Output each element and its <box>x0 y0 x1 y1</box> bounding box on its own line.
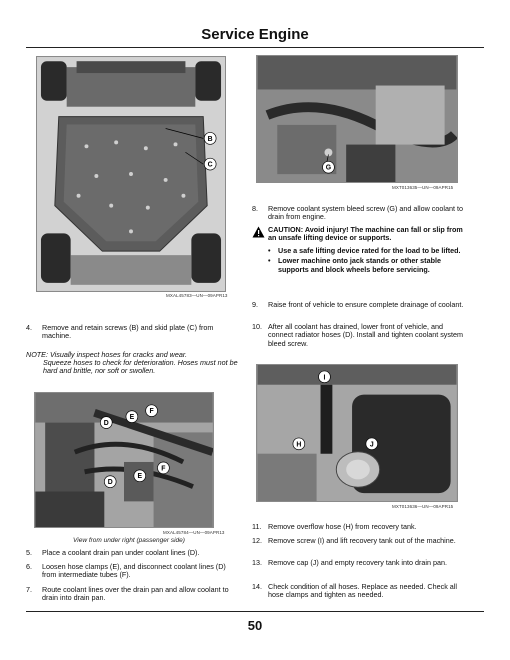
step-8 <box>252 205 467 222</box>
callout-f-1 <box>146 405 158 417</box>
skid-plate-illustration <box>37 57 225 291</box>
svg-text:H: H <box>296 441 302 449</box>
footer-rule <box>26 611 484 612</box>
bleed-screw-illustration <box>257 56 457 182</box>
step-text: Loosen hose clamps (E), and disconnect coolant lines (D) from intermediate tubes (F). <box>42 562 226 580</box>
step-4 <box>26 324 236 341</box>
svg-text:G: G <box>325 164 332 172</box>
step-text: Remove overflow hose (H) from recovery tank. <box>268 522 417 531</box>
step-13 <box>252 559 467 567</box>
step-text: Remove coolant system bleed screw (G) and allow coolant to drain from engine. <box>268 204 463 222</box>
callout-d-2 <box>104 476 116 488</box>
note-body: Squeeze hoses to check for deterioration. Hoses must not be hard and brittle, nor soft or swollen. <box>43 358 238 376</box>
step-number: 4. <box>26 323 32 332</box>
step-number: 9. <box>252 300 258 309</box>
step-number: 12. <box>252 536 262 545</box>
step-14 <box>252 583 467 600</box>
svg-text:F: F <box>161 465 166 473</box>
svg-text:B: B <box>207 135 213 143</box>
step-12 <box>252 537 467 545</box>
caution-block <box>252 226 467 243</box>
step-number: 10. <box>252 322 262 331</box>
list-item: • Use a safe lifting device rated for the load to be lifted. <box>268 246 461 255</box>
svg-text:D: D <box>103 420 109 428</box>
note-first-line: Visually inspect hoses for cracks and wear. <box>49 350 187 359</box>
callout-j <box>366 438 378 450</box>
step-number: 8. <box>252 204 258 213</box>
step-text: Route coolant lines over the drain pan and allow coolant to drain into drain pan. <box>42 585 229 603</box>
callout-f-2 <box>158 462 170 474</box>
step-number: 5. <box>26 548 32 557</box>
callout-c <box>204 158 216 170</box>
step-text: Remove screw (I) and lift recovery tank out of the machine. <box>268 536 456 545</box>
step-text: Check condition of all hoses. Replace as needed. Check all hose clamps and tighten as needed. <box>268 582 457 600</box>
figure-bleed-screw <box>256 55 458 183</box>
svg-text:E: E <box>129 414 135 422</box>
note-label: NOTE: <box>26 350 48 359</box>
figure-skid-plate <box>36 56 226 292</box>
step-9 <box>252 301 467 309</box>
step-number: 14. <box>252 582 262 591</box>
callout-b <box>204 132 216 144</box>
callout-e-1 <box>126 411 138 423</box>
step-11 <box>252 523 467 531</box>
step-text: Place a coolant drain pan under coolant lines (D). <box>42 548 200 557</box>
bullet-text: Lower machine onto jack stands or other stable supports and block wheels before servicing. <box>278 256 441 274</box>
hoses-illustration <box>35 393 213 527</box>
page-number: 50 <box>247 618 263 633</box>
svg-text:E: E <box>137 473 143 481</box>
figure-hoses-under <box>34 392 214 528</box>
recovery-tank-illustration <box>257 365 457 501</box>
step-number: 6. <box>26 562 32 571</box>
step-number: 11. <box>252 522 262 531</box>
header-rule <box>26 47 484 48</box>
page-title: Service Engine <box>201 26 309 43</box>
caution-text: CAUTION: Avoid injury! The machine can fall or slip from an unsafe lifting device or supports. <box>268 225 463 243</box>
step-number: 13. <box>252 558 262 567</box>
figure-code: MXT013636—UN—09APR15 <box>392 504 454 509</box>
caution-bullets <box>268 247 468 276</box>
figure-caption: View from under right (passenger side) <box>73 537 185 544</box>
step-6 <box>26 563 241 580</box>
callout-e-2 <box>134 470 146 482</box>
step-5 <box>26 549 241 557</box>
bullet-text: Use a safe lifting device rated for the load to be lifted. <box>278 246 461 255</box>
figure-code: MXAL45783—UN—09APR13 <box>166 293 228 298</box>
svg-text:F: F <box>149 408 154 416</box>
warning-icon <box>252 226 268 243</box>
step-text: Remove cap (J) and empty recovery tank into drain pan. <box>268 558 447 567</box>
step-text: Raise front of vehicle to ensure complete drainage of coolant. <box>268 300 464 309</box>
step-7 <box>26 586 241 603</box>
callout-g <box>323 161 335 173</box>
figure-code: MXT013635—UN—09APR15 <box>392 185 454 190</box>
svg-text:J: J <box>369 441 374 449</box>
figure-recovery-tank <box>256 364 458 502</box>
step-10 <box>252 323 467 348</box>
list-item: • Lower machine onto jack stands or other stable supports and block wheels before servicing. <box>268 257 468 274</box>
step-text: After all coolant has drained, lower front of vehicle, and connect radiator hoses (D). Install and tighten coolant system bleed screw. <box>268 322 463 348</box>
svg-text:C: C <box>207 161 213 169</box>
svg-text:D: D <box>107 479 113 487</box>
svg-text:I: I <box>323 374 326 382</box>
callout-d-1 <box>100 417 112 429</box>
callout-h <box>293 438 305 450</box>
step-number: 7. <box>26 585 32 594</box>
note <box>26 351 246 376</box>
figure-code: MXAL45784—UN—09APR13 <box>163 530 225 535</box>
step-text: Remove and retain screws (B) and skid plate (C) from machine. <box>42 323 214 341</box>
callout-i <box>319 371 331 383</box>
